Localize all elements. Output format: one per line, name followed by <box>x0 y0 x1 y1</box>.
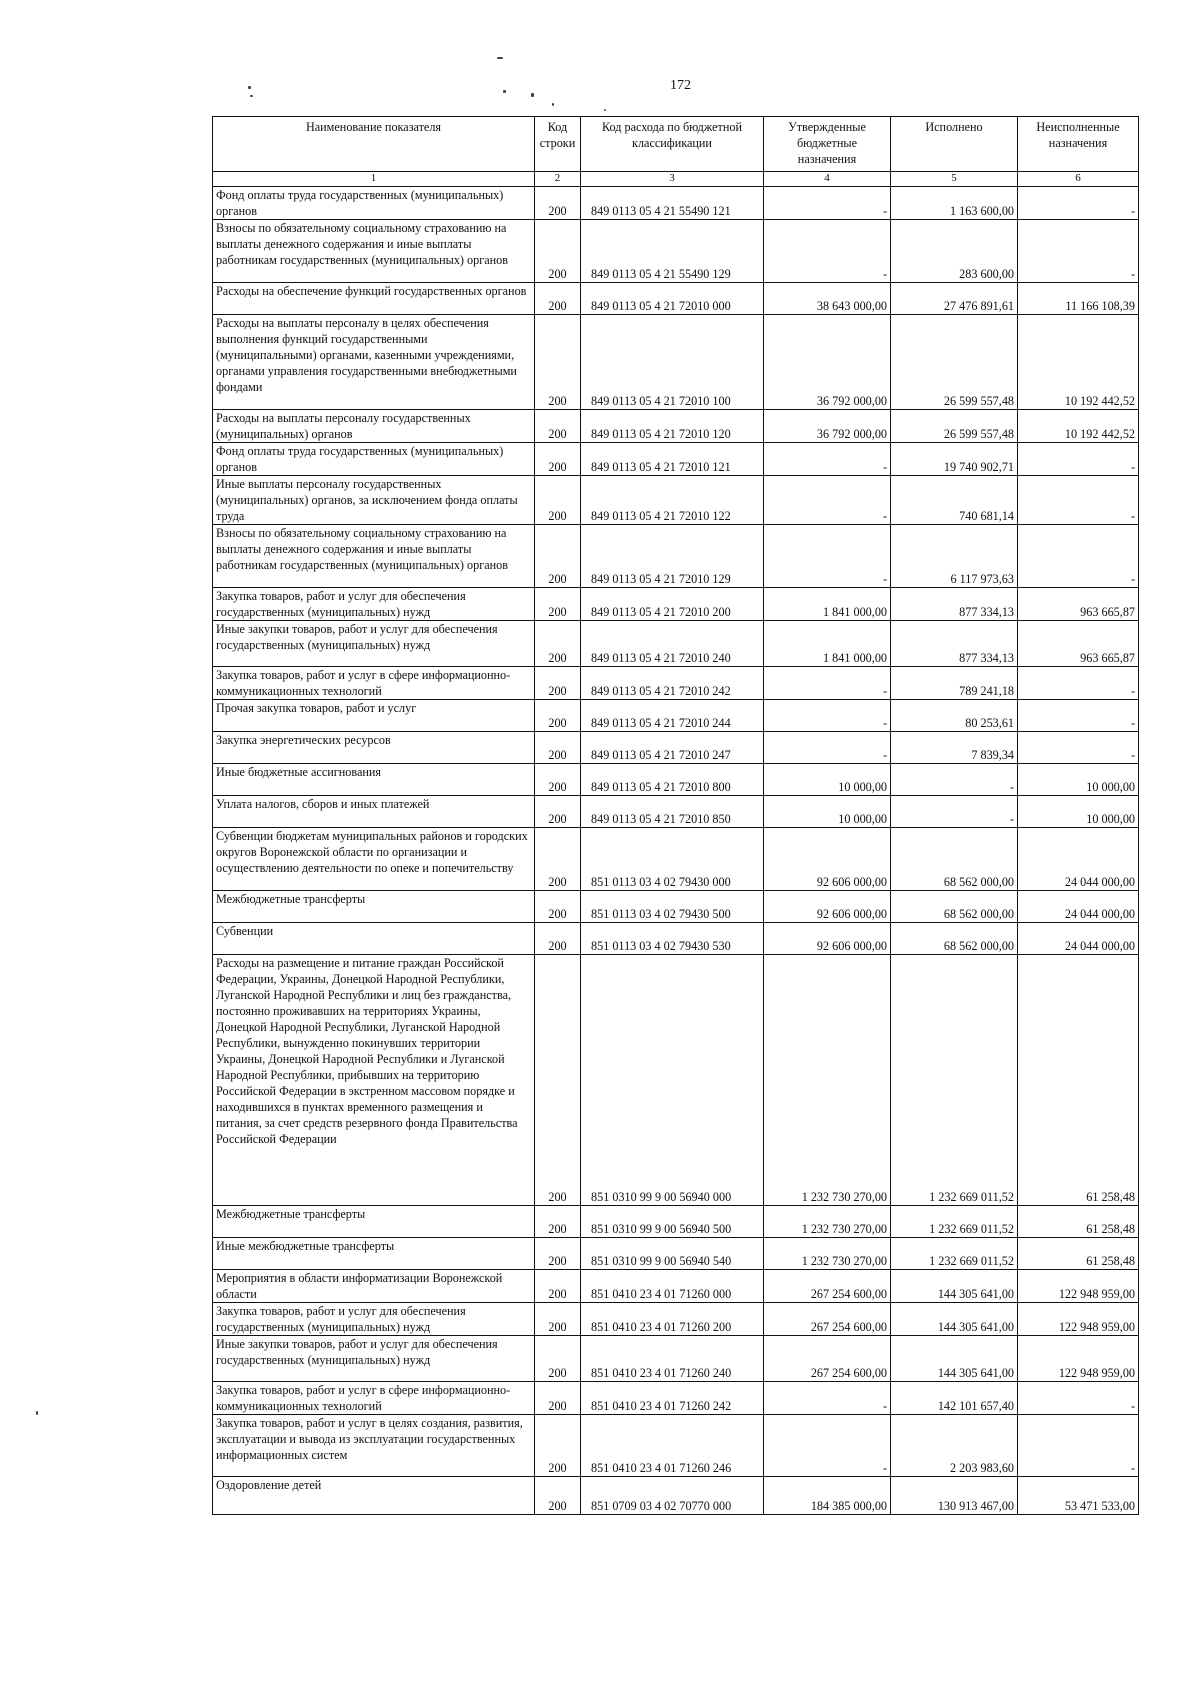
row-executed-cell: 1 232 669 011,52 <box>891 1206 1018 1238</box>
row-budget-code-cell: 851 0410 23 4 01 71260 000 <box>581 1270 764 1303</box>
table-row <box>213 410 1139 443</box>
row-line-code-cell: 200 <box>535 1303 581 1336</box>
row-unexecuted-cell: - <box>1018 1382 1139 1415</box>
row-line-code-cell: 200 <box>535 443 581 476</box>
row-budget-code-cell: 849 0113 05 4 21 72010 242 <box>581 667 764 700</box>
row-name-cell: Расходы на выплаты персоналу в целях обеспечения выполнения функций государственными (муниципальными) органами, казенными учреждениями, органами управления государственными внебюджетными фондами <box>213 315 535 410</box>
row-unexecuted-cell: 10 000,00 <box>1018 796 1139 828</box>
table-row <box>213 621 1139 667</box>
row-unexecuted-cell: 122 948 959,00 <box>1018 1303 1139 1336</box>
row-executed-cell: 68 562 000,00 <box>891 923 1018 955</box>
row-name-cell: Иные бюджетные ассигнования <box>213 764 535 796</box>
row-executed-cell: 144 305 641,00 <box>891 1336 1018 1382</box>
row-budget-code-cell: 849 0113 05 4 21 55490 129 <box>581 220 764 283</box>
row-executed-cell: - <box>891 796 1018 828</box>
row-approved-cell: - <box>764 1415 891 1477</box>
row-line-code-cell: 200 <box>535 1477 581 1515</box>
row-budget-code-cell: 849 0113 05 4 21 72010 247 <box>581 732 764 764</box>
row-executed-cell: 80 253,61 <box>891 700 1018 732</box>
row-budget-code-cell: 849 0113 05 4 21 72010 240 <box>581 621 764 667</box>
row-budget-code-cell: 851 0310 99 9 00 56940 540 <box>581 1238 764 1270</box>
row-line-code-cell: 200 <box>535 1270 581 1303</box>
row-approved-cell: 184 385 000,00 <box>764 1477 891 1515</box>
row-executed-cell: 283 600,00 <box>891 220 1018 283</box>
row-approved-cell: 1 232 730 270,00 <box>764 1238 891 1270</box>
row-name-cell: Субвенции бюджетам муниципальных районов и городских округов Воронежской области по организации и осуществлению деятельности по опеке и попечительству <box>213 828 535 891</box>
row-name-cell: Расходы на выплаты персоналу государственных (муниципальных) органов <box>213 410 535 443</box>
row-budget-code-cell: 851 0410 23 4 01 71260 246 <box>581 1415 764 1477</box>
row-approved-cell: 1 841 000,00 <box>764 588 891 621</box>
row-line-code-cell: 200 <box>535 700 581 732</box>
row-name-cell: Расходы на размещение и питание граждан Российской Федерации, Украины, Донецкой Народной Республики, Луганской Народной Республики и лиц без гражданства, постоянно проживавших на территориях Украины, Донецкой Народной Республики, Луганской Народной Республики, вынужденно покинувших территории Украины, Донецкой Народной Республики и Луганской Народной Республики, прибывших на территорию Российской Федерации в экстренном массовом порядке и находившихся в пунктах временного размещения и питания, за счет средств резервного фонда Правительства Российской Федерации <box>213 955 535 1206</box>
row-executed-cell: 27 476 891,61 <box>891 283 1018 315</box>
row-line-code-cell: 200 <box>535 891 581 923</box>
row-unexecuted-cell: 10 192 442,52 <box>1018 315 1139 410</box>
row-budget-code-cell: 851 0113 03 4 02 79430 530 <box>581 923 764 955</box>
row-line-code-cell: 200 <box>535 525 581 588</box>
table-row <box>213 700 1139 732</box>
row-line-code-cell: 200 <box>535 667 581 700</box>
row-executed-cell: 68 562 000,00 <box>891 891 1018 923</box>
row-name-cell: Мероприятия в области информатизации Воронежской области <box>213 1270 535 1303</box>
row-approved-cell: - <box>764 667 891 700</box>
row-name-cell: Закупка товаров, работ и услуг в целях создания, развития, эксплуатации и вывода из эксплуатации государственных информационных систем <box>213 1415 535 1477</box>
row-approved-cell: 10 000,00 <box>764 764 891 796</box>
row-line-code-cell: 200 <box>535 410 581 443</box>
table-row <box>213 1415 1139 1477</box>
row-unexecuted-cell: 122 948 959,00 <box>1018 1270 1139 1303</box>
row-unexecuted-cell: 11 166 108,39 <box>1018 283 1139 315</box>
row-executed-cell: 142 101 657,40 <box>891 1382 1018 1415</box>
row-budget-code-cell: 849 0113 05 4 21 72010 122 <box>581 476 764 525</box>
row-unexecuted-cell: 61 258,48 <box>1018 1206 1139 1238</box>
row-budget-code-cell: 849 0113 05 4 21 72010 850 <box>581 796 764 828</box>
row-budget-code-cell: 849 0113 05 4 21 55490 121 <box>581 187 764 220</box>
column-number: 6 <box>1018 172 1139 187</box>
table-row <box>213 955 1139 1206</box>
row-budget-code-cell: 849 0113 05 4 21 72010 120 <box>581 410 764 443</box>
header-unexecuted: Неисполненные назначения <box>1018 117 1139 172</box>
table-row <box>213 1336 1139 1382</box>
row-name-cell: Иные закупки товаров, работ и услуг для обеспечения государственных (муниципальных) нужд <box>213 621 535 667</box>
table-header-row <box>213 117 1139 172</box>
table-row <box>213 796 1139 828</box>
row-executed-cell: 7 839,34 <box>891 732 1018 764</box>
column-number: 1 <box>213 172 535 187</box>
table-row <box>213 764 1139 796</box>
row-name-cell: Закупка товаров, работ и услуг для обеспечения государственных (муниципальных) нужд <box>213 1303 535 1336</box>
table-row <box>213 732 1139 764</box>
row-unexecuted-cell: - <box>1018 700 1139 732</box>
row-line-code-cell: 200 <box>535 1238 581 1270</box>
row-approved-cell: - <box>764 187 891 220</box>
row-budget-code-cell: 849 0113 05 4 21 72010 129 <box>581 525 764 588</box>
row-line-code-cell: 200 <box>535 828 581 891</box>
table-row <box>213 667 1139 700</box>
row-budget-code-cell: 849 0113 05 4 21 72010 100 <box>581 315 764 410</box>
row-executed-cell: 144 305 641,00 <box>891 1270 1018 1303</box>
scan-speck <box>552 103 554 106</box>
row-unexecuted-cell: 963 665,87 <box>1018 588 1139 621</box>
row-budget-code-cell: 851 0113 03 4 02 79430 000 <box>581 828 764 891</box>
budget-execution-table <box>212 116 1139 1515</box>
row-unexecuted-cell: 61 258,48 <box>1018 955 1139 1206</box>
row-executed-cell: 6 117 973,63 <box>891 525 1018 588</box>
column-number: 3 <box>581 172 764 187</box>
row-unexecuted-cell: - <box>1018 1415 1139 1477</box>
row-approved-cell: - <box>764 443 891 476</box>
row-name-cell: Иные закупки товаров, работ и услуг для обеспечения государственных (муниципальных) нужд <box>213 1336 535 1382</box>
table-row <box>213 525 1139 588</box>
row-line-code-cell: 200 <box>535 588 581 621</box>
column-number: 2 <box>535 172 581 187</box>
row-name-cell: Взносы по обязательному социальному страхованию на выплаты денежного содержания и иные выплаты работникам государственных (муниципальных) органов <box>213 525 535 588</box>
table-row <box>213 828 1139 891</box>
row-unexecuted-cell: - <box>1018 525 1139 588</box>
row-line-code-cell: 200 <box>535 955 581 1206</box>
row-approved-cell: 92 606 000,00 <box>764 923 891 955</box>
row-budget-code-cell: 849 0113 05 4 21 72010 800 <box>581 764 764 796</box>
table-row <box>213 1477 1139 1515</box>
row-unexecuted-cell: - <box>1018 667 1139 700</box>
row-unexecuted-cell: 122 948 959,00 <box>1018 1336 1139 1382</box>
row-unexecuted-cell: 24 044 000,00 <box>1018 891 1139 923</box>
row-unexecuted-cell: 24 044 000,00 <box>1018 828 1139 891</box>
row-budget-code-cell: 851 0410 23 4 01 71260 240 <box>581 1336 764 1382</box>
row-unexecuted-cell: - <box>1018 476 1139 525</box>
row-name-cell: Иные выплаты персоналу государственных (муниципальных) органов, за исключением фонда оплаты труда <box>213 476 535 525</box>
row-line-code-cell: 200 <box>535 220 581 283</box>
scan-speck <box>248 86 251 89</box>
row-approved-cell: 38 643 000,00 <box>764 283 891 315</box>
row-approved-cell: 92 606 000,00 <box>764 891 891 923</box>
table-row <box>213 588 1139 621</box>
header-indicator-name: Наименование показателя <box>213 117 535 172</box>
table-row <box>213 476 1139 525</box>
row-approved-cell: 1 841 000,00 <box>764 621 891 667</box>
row-unexecuted-cell: 10 192 442,52 <box>1018 410 1139 443</box>
row-name-cell: Фонд оплаты труда государственных (муниципальных) органов <box>213 443 535 476</box>
row-line-code-cell: 200 <box>535 476 581 525</box>
row-approved-cell: 267 254 600,00 <box>764 1303 891 1336</box>
row-executed-cell: 2 203 983,60 <box>891 1415 1018 1477</box>
scan-speck <box>531 93 534 97</box>
row-approved-cell: 267 254 600,00 <box>764 1336 891 1382</box>
row-name-cell: Иные межбюджетные трансферты <box>213 1238 535 1270</box>
column-number-row <box>213 172 1139 187</box>
row-unexecuted-cell: 53 471 533,00 <box>1018 1477 1139 1515</box>
table-body <box>213 187 1139 1515</box>
row-name-cell: Уплата налогов, сборов и иных платежей <box>213 796 535 828</box>
row-executed-cell: 1 163 600,00 <box>891 187 1018 220</box>
row-approved-cell: - <box>764 700 891 732</box>
table-row <box>213 1270 1139 1303</box>
row-approved-cell: - <box>764 220 891 283</box>
scan-speck <box>36 1411 38 1415</box>
table-row <box>213 923 1139 955</box>
row-name-cell: Оздоровление детей <box>213 1477 535 1515</box>
row-line-code-cell: 200 <box>535 1206 581 1238</box>
scan-speck <box>503 90 506 93</box>
row-approved-cell: - <box>764 732 891 764</box>
row-line-code-cell: 200 <box>535 1336 581 1382</box>
row-executed-cell: 68 562 000,00 <box>891 828 1018 891</box>
row-executed-cell: 740 681,14 <box>891 476 1018 525</box>
row-approved-cell: - <box>764 1382 891 1415</box>
column-number: 5 <box>891 172 1018 187</box>
table-row <box>213 187 1139 220</box>
row-executed-cell: 1 232 669 011,52 <box>891 1238 1018 1270</box>
row-name-cell: Прочая закупка товаров, работ и услуг <box>213 700 535 732</box>
column-number: 4 <box>764 172 891 187</box>
row-approved-cell: 36 792 000,00 <box>764 315 891 410</box>
row-name-cell: Межбюджетные трансферты <box>213 891 535 923</box>
row-budget-code-cell: 851 0310 99 9 00 56940 500 <box>581 1206 764 1238</box>
row-name-cell: Взносы по обязательному социальному страхованию на выплаты денежного содержания и иные выплаты работникам государственных (муниципальных) органов <box>213 220 535 283</box>
row-budget-code-cell: 849 0113 05 4 21 72010 121 <box>581 443 764 476</box>
row-budget-code-cell: 849 0113 05 4 21 72010 000 <box>581 283 764 315</box>
row-approved-cell: 10 000,00 <box>764 796 891 828</box>
row-executed-cell: 19 740 902,71 <box>891 443 1018 476</box>
row-unexecuted-cell: - <box>1018 732 1139 764</box>
scan-speck <box>250 95 253 97</box>
row-line-code-cell: 200 <box>535 796 581 828</box>
row-name-cell: Фонд оплаты труда государственных (муниципальных) органов <box>213 187 535 220</box>
header-budget-code: Код расхода по бюджетной классификации <box>581 117 764 172</box>
row-unexecuted-cell: - <box>1018 220 1139 283</box>
row-name-cell: Закупка товаров, работ и услуг в сфере информационно-коммуникационных технологий <box>213 667 535 700</box>
page-number: 172 <box>670 78 691 93</box>
row-name-cell: Субвенции <box>213 923 535 955</box>
row-executed-cell: - <box>891 764 1018 796</box>
row-approved-cell: 1 232 730 270,00 <box>764 955 891 1206</box>
row-executed-cell: 877 334,13 <box>891 621 1018 667</box>
row-executed-cell: 877 334,13 <box>891 588 1018 621</box>
row-executed-cell: 789 241,18 <box>891 667 1018 700</box>
row-budget-code-cell: 851 0410 23 4 01 71260 200 <box>581 1303 764 1336</box>
row-line-code-cell: 200 <box>535 315 581 410</box>
row-approved-cell: 267 254 600,00 <box>764 1270 891 1303</box>
row-unexecuted-cell: 61 258,48 <box>1018 1238 1139 1270</box>
table-row <box>213 1382 1139 1415</box>
row-executed-cell: 1 232 669 011,52 <box>891 955 1018 1206</box>
row-name-cell: Закупка товаров, работ и услуг в сфере информационно-коммуникационных технологий <box>213 1382 535 1415</box>
table-row <box>213 443 1139 476</box>
row-executed-cell: 26 599 557,48 <box>891 410 1018 443</box>
row-line-code-cell: 200 <box>535 923 581 955</box>
table-row <box>213 1206 1139 1238</box>
row-executed-cell: 130 913 467,00 <box>891 1477 1018 1515</box>
row-unexecuted-cell: 10 000,00 <box>1018 764 1139 796</box>
row-line-code-cell: 200 <box>535 764 581 796</box>
row-budget-code-cell: 851 0113 03 4 02 79430 500 <box>581 891 764 923</box>
row-line-code-cell: 200 <box>535 1382 581 1415</box>
table-row <box>213 315 1139 410</box>
row-name-cell: Расходы на обеспечение функций государственных органов <box>213 283 535 315</box>
row-line-code-cell: 200 <box>535 621 581 667</box>
table-row <box>213 283 1139 315</box>
row-budget-code-cell: 851 0410 23 4 01 71260 242 <box>581 1382 764 1415</box>
row-approved-cell: 92 606 000,00 <box>764 828 891 891</box>
row-approved-cell: 36 792 000,00 <box>764 410 891 443</box>
table-row <box>213 891 1139 923</box>
row-name-cell: Закупка товаров, работ и услуг для обеспечения государственных (муниципальных) нужд <box>213 588 535 621</box>
row-budget-code-cell: 849 0113 05 4 21 72010 200 <box>581 588 764 621</box>
row-line-code-cell: 200 <box>535 283 581 315</box>
row-budget-code-cell: 851 0709 03 4 02 70770 000 <box>581 1477 764 1515</box>
row-approved-cell: - <box>764 476 891 525</box>
row-approved-cell: - <box>764 525 891 588</box>
table-row <box>213 1303 1139 1336</box>
header-executed: Исполнено <box>891 117 1018 172</box>
scan-speck <box>497 57 503 59</box>
row-line-code-cell: 200 <box>535 1415 581 1477</box>
header-approved: Утвержденные бюджетные назначения <box>764 117 891 172</box>
row-name-cell: Закупка энергетических ресурсов <box>213 732 535 764</box>
table-row <box>213 220 1139 283</box>
scan-speck <box>604 109 606 111</box>
row-unexecuted-cell: - <box>1018 187 1139 220</box>
header-line-code: Код строки <box>535 117 581 172</box>
row-unexecuted-cell: 963 665,87 <box>1018 621 1139 667</box>
row-budget-code-cell: 849 0113 05 4 21 72010 244 <box>581 700 764 732</box>
row-executed-cell: 144 305 641,00 <box>891 1303 1018 1336</box>
table-row <box>213 1238 1139 1270</box>
row-line-code-cell: 200 <box>535 187 581 220</box>
row-approved-cell: 1 232 730 270,00 <box>764 1206 891 1238</box>
row-name-cell: Межбюджетные трансферты <box>213 1206 535 1238</box>
row-line-code-cell: 200 <box>535 732 581 764</box>
row-unexecuted-cell: 24 044 000,00 <box>1018 923 1139 955</box>
row-budget-code-cell: 851 0310 99 9 00 56940 000 <box>581 955 764 1206</box>
row-executed-cell: 26 599 557,48 <box>891 315 1018 410</box>
row-unexecuted-cell: - <box>1018 443 1139 476</box>
